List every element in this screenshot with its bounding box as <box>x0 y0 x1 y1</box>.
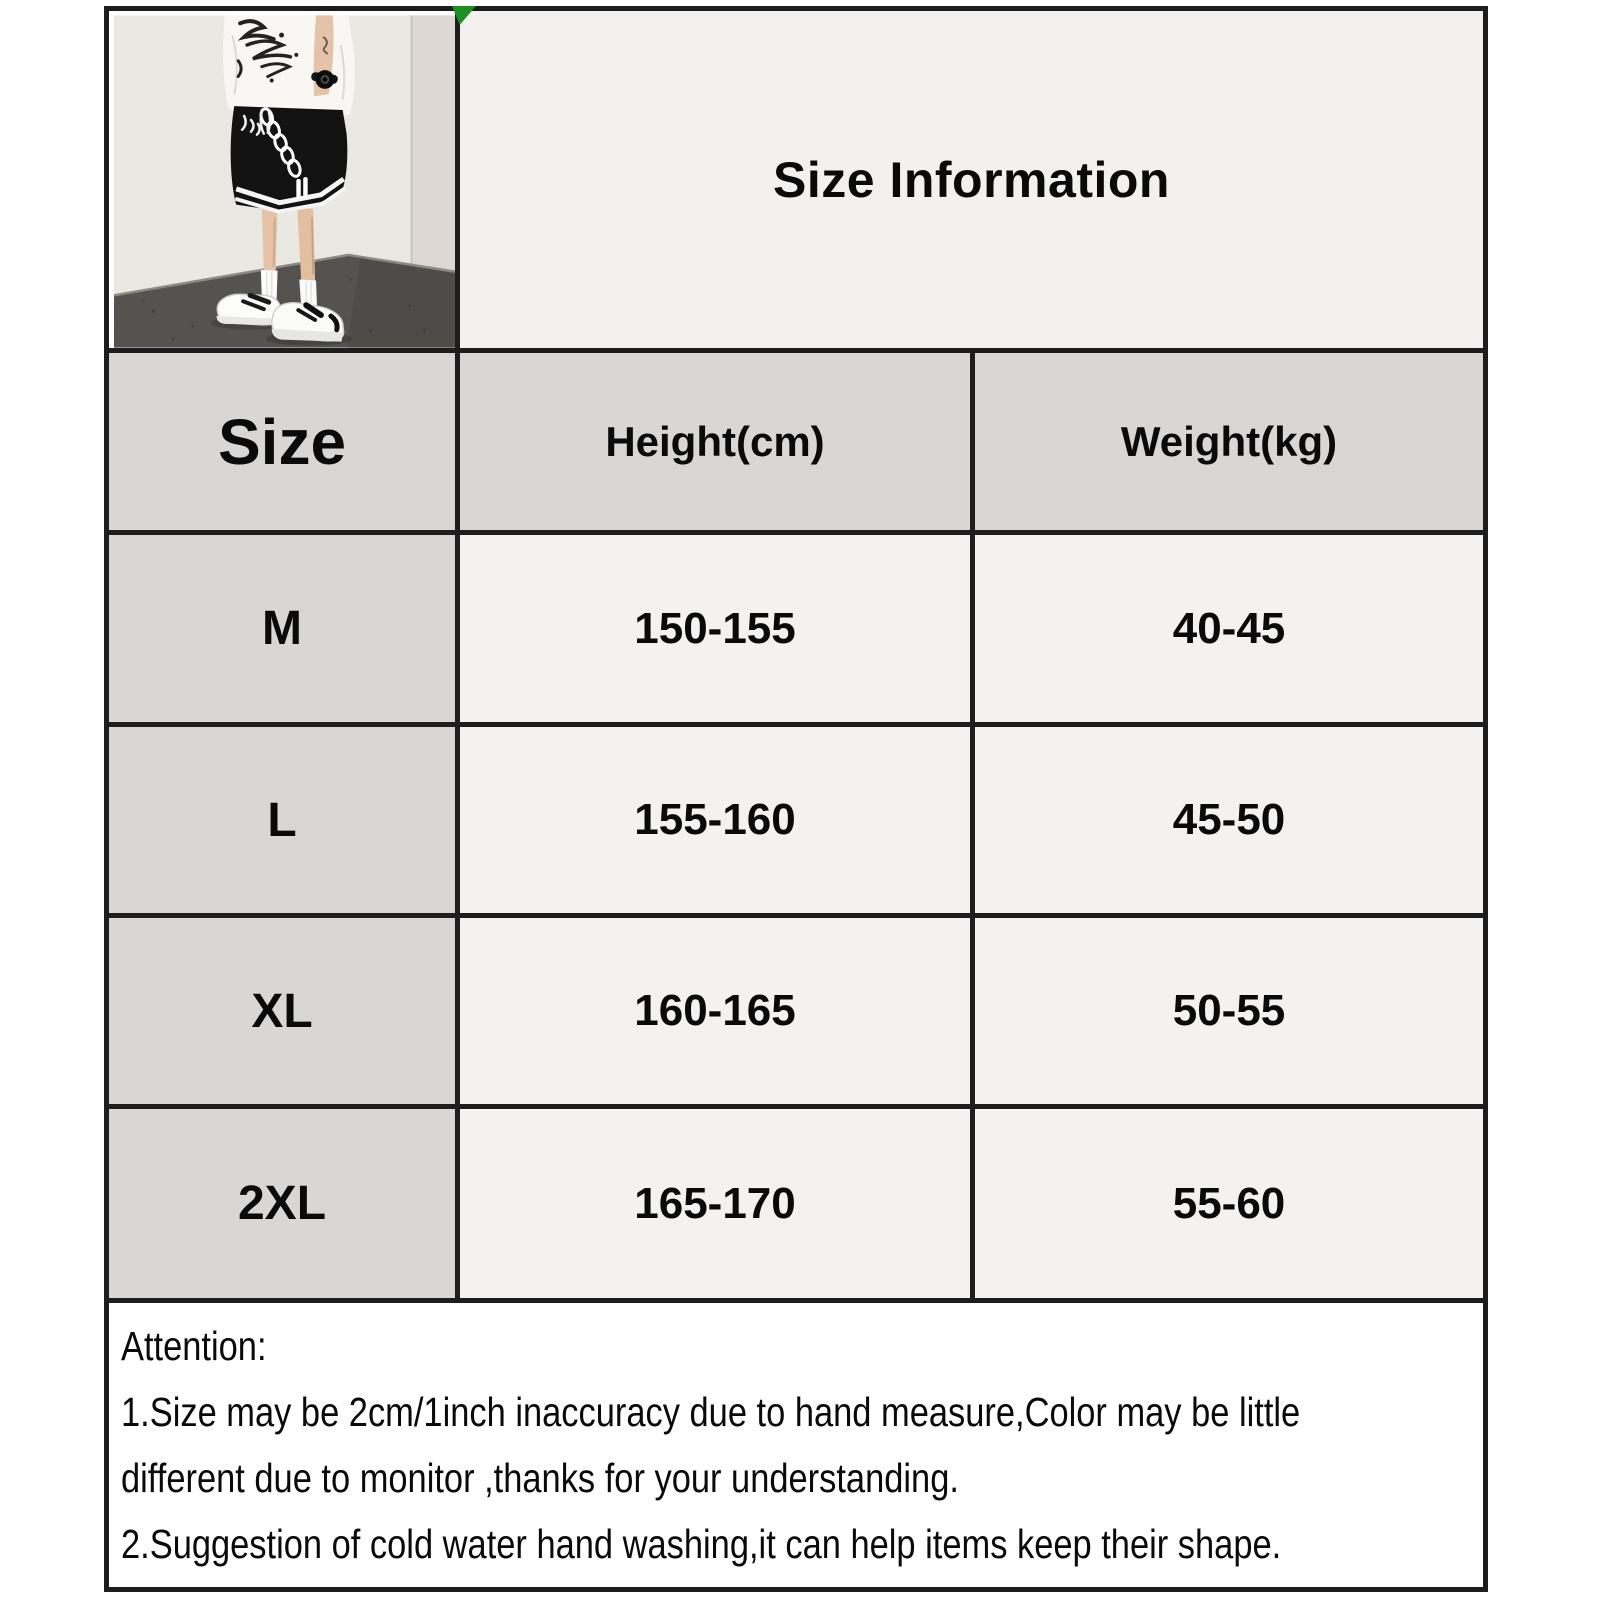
column-header-height: Height(cm) <box>460 353 970 530</box>
table-row-xl-height: 160-165 <box>460 918 970 1104</box>
table-row-2xl-size: 2XL <box>109 1109 455 1298</box>
table-row-m-height: 150-155 <box>460 535 970 722</box>
size-chart-table <box>104 6 1488 1592</box>
attention-text <box>121 1313 1483 1577</box>
size-information-title: Size Information <box>773 151 1170 208</box>
table-row-2xl-weight: 55-60 <box>975 1109 1483 1298</box>
size-information-header <box>460 11 1483 348</box>
attention-notes <box>109 1303 1483 1587</box>
table-row-xl-weight: 50-55 <box>975 918 1483 1104</box>
table-row-l-height: 155-160 <box>460 727 970 913</box>
table-row-2xl-height: 165-170 <box>460 1109 970 1298</box>
attention-note-2: 2.Suggestion of cold water hand washing,it can help items keep their shape. <box>121 1521 1282 1567</box>
column-header-size: Size <box>109 353 455 530</box>
table-row-l-weight: 45-50 <box>975 727 1483 913</box>
attention-note-1-line-2: different due to monitor ,thanks for your understanding. <box>121 1455 959 1501</box>
attention-note-1-line-1: 1.Size may be 2cm/1inch inaccuracy due to hand measure,Color may be little <box>121 1389 1301 1435</box>
attention-title: Attention: <box>121 1323 267 1369</box>
table-row-m-weight: 40-45 <box>975 535 1483 722</box>
product-photo <box>109 11 455 348</box>
product-photo-illustration <box>114 15 455 348</box>
table-row-m-size: M <box>109 535 455 722</box>
table-row-xl-size: XL <box>109 918 455 1104</box>
table-row-l-size: L <box>109 727 455 913</box>
column-header-weight: Weight(kg) <box>975 353 1483 530</box>
